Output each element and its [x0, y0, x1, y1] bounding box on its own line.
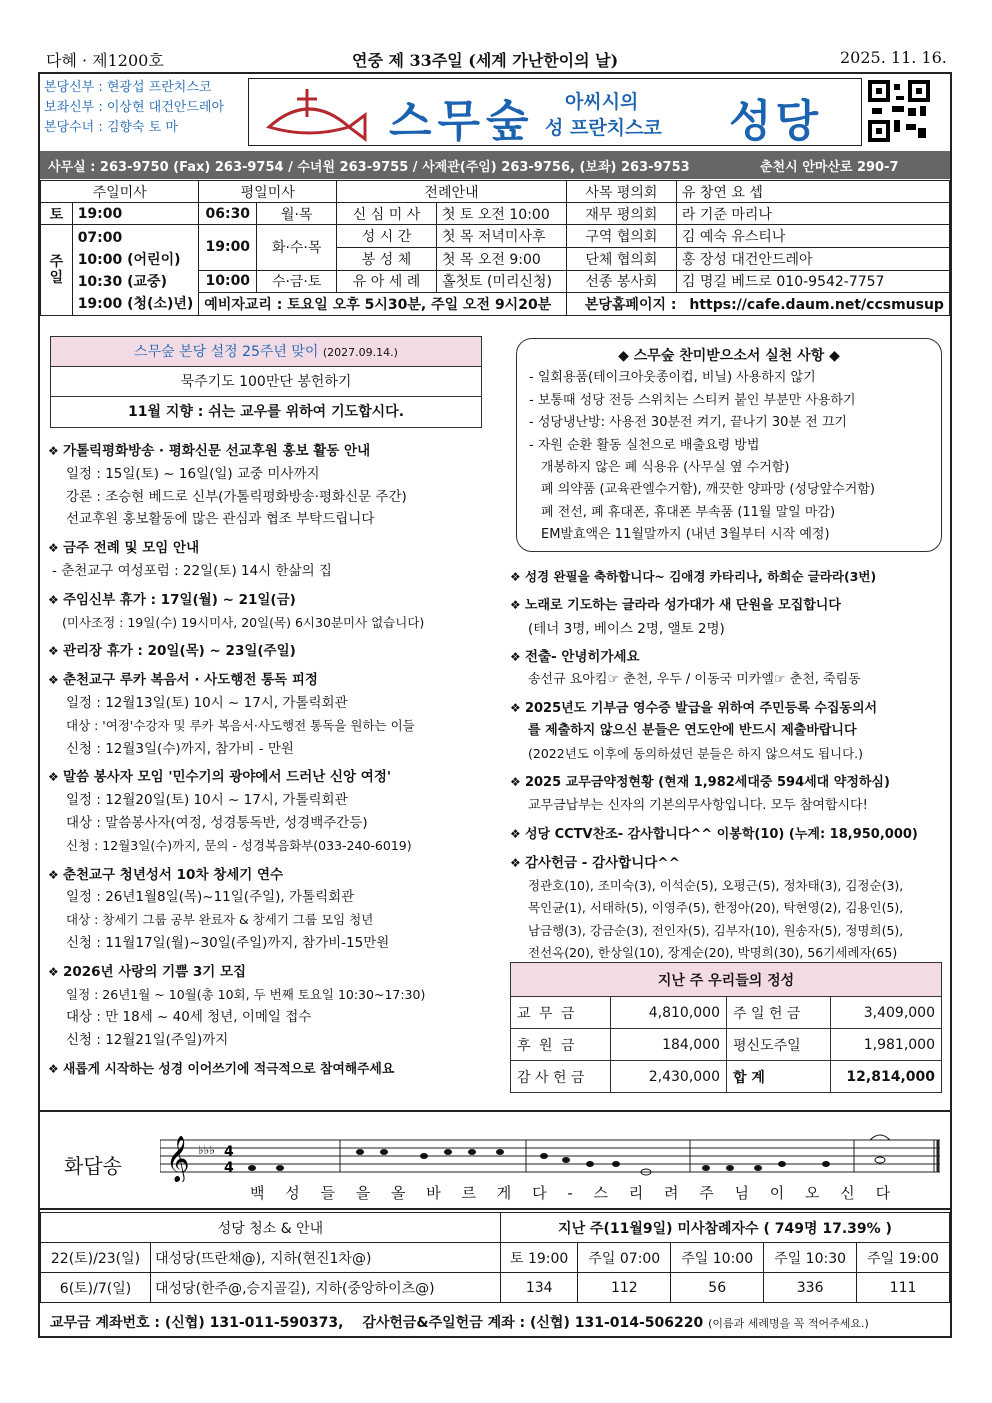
sunday-times: [72, 225, 199, 316]
liturgy-name: 성 시 간: [337, 225, 437, 248]
notice-detail: 일정 : 15일(토) ~ 16일(일) 교중 미사까지: [66, 465, 320, 482]
svg-text:♭♭♭: ♭♭♭: [198, 1143, 215, 1157]
notice-heading: ❖ 춘천교구 청년성서 10차 창세기 연수: [48, 864, 488, 887]
notice-heading: ❖ 2025 교무금약정현황 (현재 1,982세대중 594세대 약정하심): [510, 771, 946, 794]
notice-heading: ❖ 금주 전례 및 모임 안내: [48, 537, 488, 560]
november-intention: 11월 지향 : 쉬는 교우를 위하여 기도합시다.: [127, 404, 405, 420]
notice-detail: 신청 : 12월3일(수)까지, 문의 - 성경복음화부(033-240-6019): [66, 837, 412, 853]
offering-label: 감 사 헌 금: [511, 1061, 611, 1093]
clergy-assistant: 보좌신부 : 이상현 대건안드레아: [44, 100, 225, 115]
notice-detail: 선교후원 홍보활동에 많은 관심과 협조 부탁드립니다: [66, 511, 375, 528]
council-value: 유 창연 요 셉: [676, 181, 949, 203]
weekday-time: 10:00: [199, 270, 257, 293]
notice-heading: ❖ 2025년도 기부금 영수증 발급을 위하여 주민등록 수집동의서: [510, 697, 946, 720]
logo-sub2: 성 프란치스코: [545, 117, 662, 139]
liturgy-name: 봉 성 체: [337, 247, 437, 270]
notice-heading: ❖ 감사헌금 - 감사합니다^^: [510, 852, 946, 874]
sunday-label: 주일: [41, 225, 73, 316]
account-note: (이름과 세례명을 꼭 적어주세요.): [708, 1317, 869, 1330]
weekday-days: 수·금·토: [257, 270, 337, 293]
top-bar: [40, 42, 950, 72]
anniversary-box: [50, 336, 482, 428]
notice-detail: 대상 : '여정'수강자 및 루카 복음서·사도행전 통독을 원하는 이들: [66, 717, 415, 733]
notice-detail: - 춘천교구 여성포럼 : 22일(토) 14시 한삶의 집: [52, 562, 332, 579]
notice-heading: ❖ 성당 CCTV찬조- 감사합니다^^ 이봉학(10) (누계: 18,950,000): [510, 823, 946, 846]
sunday-time: 07:00: [77, 230, 123, 246]
laudato-si-line: EM발효액은 11월말까지 (내년 3월부터 시작 예정): [541, 527, 830, 543]
notice-detail: 대상 : 만 18세 ~ 40세 청년, 이메일 접수: [66, 1009, 312, 1026]
notice-detail: (미사조정 : 19일(수) 19시미사, 20일(목) 6시30분미사 없습니다): [62, 614, 425, 630]
liturgy-name: 신 심 미 사: [337, 203, 437, 225]
offering-total: 12,814,000: [831, 1061, 942, 1093]
notice-detail: 강론 : 조승현 베드로 신부(가톨릭평화방송·평화신문 주간): [66, 488, 407, 505]
responsorial-psalm: [40, 1110, 950, 1210]
saturday-time: 19:00: [72, 203, 199, 225]
weekday-time: 19:00: [199, 225, 257, 271]
homepage-info: [566, 293, 949, 316]
notice-detail: 를 제출하지 않으신 분들은 연도안에 반드시 제출바랍니다: [528, 723, 857, 739]
church-logo-banner: [248, 78, 862, 146]
attendance-count: 134: [501, 1273, 578, 1303]
notice-detail: 신청 : 12월21일(주일)까지: [66, 1032, 229, 1049]
clergy-pastor: 본당신부 : 현광섭 프란치스코: [44, 80, 212, 95]
page-title: 연중 제 33주일 (세계 가난한이의 날): [352, 51, 619, 70]
liturgy-time: 첫 목 오전 9:00: [436, 247, 566, 270]
notice-heading: ❖ 춘천교구 루카 복음서 · 사도행전 통독 피정: [48, 669, 488, 692]
notice-heading: ❖ 노래로 기도하는 글라라 성가대가 새 단원을 모집합니다: [510, 594, 946, 617]
svg-text:4: 4: [224, 1160, 234, 1176]
offering-label: 주 일 헌 금: [727, 997, 831, 1029]
notice-heading: ❖ 2026년 사랑의 기쁨 3기 모집: [48, 961, 488, 984]
offering-amount: 2,430,000: [611, 1061, 727, 1093]
notice-heading: ❖ 주임신부 휴가 : 17일(월) ~ 21일(금): [48, 589, 488, 612]
weekday-mass-header: 평일미사: [199, 181, 337, 203]
rosary-goal: 묵주기도 100만단 봉헌하기: [51, 367, 481, 397]
offering-total-label: 합 계: [727, 1061, 831, 1093]
clergy-list: [44, 78, 244, 138]
contact-bar: [40, 151, 950, 179]
psalm-label: 화답송: [64, 1154, 122, 1178]
notice-detail: 일정 : 12월20일(토) 10시 ~ 17시, 가톨릭회관: [66, 792, 348, 809]
notice-heading: ❖ 전출- 안녕히가세요: [510, 646, 946, 668]
notice-heading: ❖ 성경 완필을 축하합니다~ 김애경 카타리나, 하희순 글라라(3번): [510, 566, 946, 588]
laudato-si-line: - 성당냉난방: 사용전 30분전 켜기, 끝나기 30분 전 끄기: [529, 415, 847, 431]
council-value: 홍 장성 대건안드레아: [676, 247, 949, 270]
notice-detail: 신청 : 11월17일(월)~30일(주일)까지, 참가비-15만원: [66, 934, 390, 951]
notice-detail: 남금행(3), 강금순(3), 전인자(5), 김부자(10), 원송자(5), 정명희(5),: [528, 922, 904, 938]
laudato-si-line: - 일회용품(테이크아웃종이컵, 비닐) 사용하지 않기: [529, 370, 816, 386]
laudato-si-line: 개봉하지 않은 폐 식용유 (사무실 옆 수거함): [541, 460, 790, 476]
sunday-mass-header: 주일미사: [41, 181, 199, 203]
homepage-link[interactable]: https://cafe.daum.net/ccsmusup: [689, 297, 944, 314]
notice-detail: 전선옥(20), 한상일(10), 장계순(20), 박명희(30), 56기세례자(65): [528, 945, 898, 961]
laudato-si-line: 폐 전선, 폐 휴대폰, 휴대폰 부속품 (11월 말일 마감): [541, 504, 836, 520]
offering-label: 평신도주일: [727, 1029, 831, 1061]
notice-detail: (테너 3명, 베이스 2명, 앨토 2명): [528, 620, 725, 637]
attendance-mass: 주일 19:00: [857, 1243, 950, 1273]
sunday-time: 19:00 (청(소)년): [77, 296, 194, 312]
contact-phones: 사무실 : 263-9750 (Fax) 263-9754 / 수녀원 263-9755 / 사제관(주임) 263-9756, (보좌) 263-9753: [48, 160, 690, 175]
council-value: 김 명길 베드로 010-9542-7757: [676, 270, 949, 293]
attendance-mass: 주일 07:00: [578, 1243, 671, 1273]
cleaning-assignment: 대성당(뜨란채@), 지하(현진1차@): [151, 1243, 501, 1273]
notice-detail: 교무금납부는 신자의 기본의무사항입니다. 모두 참여합시다!: [528, 797, 868, 813]
council-label: 선종 봉사회: [566, 270, 676, 293]
offering-table: [510, 962, 942, 1093]
svg-text:4: 4: [224, 1144, 234, 1160]
attendance-mass: 토 19:00: [501, 1243, 578, 1273]
attendance-count: 336: [764, 1273, 857, 1303]
attendance-mass: 주일 10:30: [764, 1243, 857, 1273]
right-notices: [510, 566, 946, 965]
notice-detail: 목인균(1), 서태하(5), 이영주(5), 한정아(20), 탁현영(2), 김용인(5),: [528, 900, 904, 916]
council-label: 재무 평의회: [566, 203, 676, 225]
cleaning-header: 성당 청소 & 안내: [41, 1213, 501, 1243]
schedule-table: [40, 180, 950, 316]
council-value: 김 예숙 유스티나: [676, 225, 949, 248]
offering-account: 감사헌금&주일헌금 계좌 : (신협) 131-014-506220: [362, 1315, 704, 1331]
offering-label: 후 원 금: [511, 1029, 611, 1061]
laudato-si-line: - 보통때 성당 전등 스위치는 스티커 붙인 부분만 사용하기: [529, 392, 856, 408]
notice-detail: 일정 : 12월13일(토) 10시 ~ 17시, 가톨릭회관: [66, 694, 348, 711]
church-address: 춘천시 안마산로 290-7: [760, 160, 899, 175]
attendance-mass: 주일 10:00: [671, 1243, 764, 1273]
notice-heading: ❖ 가톨릭평화방송 · 평화신문 선교후원 홍보 활동 안내: [48, 440, 488, 463]
logo-sub1: 아씨시의: [565, 91, 639, 113]
notice-detail: 신청 : 12월3일(수)까지, 참가비 - 만원: [66, 740, 294, 757]
laudato-si-line: - 자원 순환 활동 실천으로 배출요령 방법: [529, 437, 760, 453]
left-notices: [48, 440, 488, 1082]
saturday-label: 토: [41, 203, 73, 225]
council-value: 라 기준 마리나: [676, 203, 949, 225]
offering-amount: 4,810,000: [611, 997, 727, 1029]
notice-detail: 일정 : 26년1월 ~ 10월(총 10회, 두 번째 토요일 10:30~17:30): [66, 986, 426, 1002]
offering-amount: 3,409,000: [831, 997, 942, 1029]
offering-amount: 184,000: [611, 1029, 727, 1061]
clergy-sister: 본당수녀 : 김향숙 토 마: [44, 120, 178, 135]
cleaning-date: 6(토)/7(일): [41, 1273, 151, 1303]
svg-text:𝄞: 𝄞: [166, 1136, 190, 1182]
account-footer: [40, 1306, 950, 1336]
attendance-count: 111: [857, 1273, 950, 1303]
attendance-count: 56: [671, 1273, 764, 1303]
homepage-label: 본당홈페이지 :: [584, 297, 677, 314]
qr-code-icon[interactable]: [868, 80, 930, 142]
offering-label: 교 무 금: [511, 997, 611, 1029]
tithe-account: 교무금 계좌번호 : (신협) 131-011-590373,: [50, 1315, 344, 1331]
liturgy-header: 전례안내: [337, 181, 567, 203]
offering-title: 지난 주 우리들의 정성: [511, 963, 942, 997]
notice-heading: ❖ 관리장 휴가 : 20일(목) ~ 23일(주일): [48, 640, 488, 663]
liturgy-time: 첫 토 오전 10:00: [436, 203, 566, 225]
cleaning-date: 22(토)/23(일): [41, 1243, 151, 1273]
anniversary-title: 스무숲 본당 설정 25주년 맞이 (2027.09.14.): [51, 337, 481, 367]
catechism-info: 예비자교리 : 토요일 오후 5시30분, 주일 오전 9시20분: [199, 293, 567, 316]
attendance-count: 112: [578, 1273, 671, 1303]
weekday-time: 06:30: [199, 203, 257, 225]
attendance-header: 지난 주(11월9일) 미사참례자수 ( 749명 17.39% ): [501, 1213, 950, 1243]
laudato-si-box: [516, 338, 942, 552]
issue-date: 2025. 11. 16.: [840, 48, 947, 67]
sunday-time: 10:30 (교중): [77, 274, 167, 290]
notice-detail: 정관호(10), 조미숙(3), 이석순(5), 오평근(5), 정차태(3), 김정순(3),: [528, 877, 904, 893]
logo-end: 성당: [729, 96, 823, 147]
liturgy-time: 홀첫토 (미리신청): [436, 270, 566, 293]
liturgy-time: 첫 목 저녁미사후: [436, 225, 566, 248]
council-label: 구역 협의회: [566, 225, 676, 248]
notice-detail: 대상 : 창세기 그룹 공부 완료자 & 창세기 그룹 모임 청년: [66, 912, 374, 928]
notice-detail: (2022년도 이후에 동의하셨던 분들은 하지 않으셔도 됩니다.): [528, 745, 864, 761]
laudato-si-title: ◆ 스무숲 찬미받으소서 실천 사항 ◆: [618, 348, 840, 364]
liturgy-name: 유 아 세 례: [337, 270, 437, 293]
weekday-days: 화·수·목: [257, 225, 337, 271]
council-label: 사목 평의회: [566, 181, 676, 203]
cleaning-attendance-table: [40, 1212, 950, 1303]
notice-detail: 대상 : 말씀봉사자(여정, 성경통독반, 성경백주간등): [66, 814, 368, 831]
laudato-si-line: 폐 의약품 (교육관엘수거함), 깨끗한 양파망 (성당앞수거함): [541, 482, 875, 498]
sunday-time: 10:00 (어린이): [77, 252, 181, 268]
psalm-lyrics: 백 성 들 을 올 바 르 게 다 - 스 리 려 주 님 이 오 신 다: [250, 1184, 894, 1202]
issue-number: 다혜 · 제1200호: [46, 51, 164, 70]
music-staff: [160, 1132, 940, 1182]
notice-heading: ❖ 말씀 봉사자 모임 '민수기의 광야에서 드러난 신앙 여정': [48, 766, 488, 789]
notice-detail: 일정 : 26년1월8일(목)~11일(주일), 가톨릭회관: [66, 889, 355, 906]
offering-amount: 1,981,000: [831, 1029, 942, 1061]
weekday-days: 월·목: [257, 203, 337, 225]
council-label: 단체 협의회: [566, 247, 676, 270]
notice-heading: ❖ 새롭게 시작하는 성경 이어쓰기에 적극적으로 참여해주세요: [48, 1058, 488, 1082]
logo-main: 스무숲: [389, 96, 535, 147]
cleaning-assignment: 대성당(한주@,승지골길), 지하(중앙하이츠@): [151, 1273, 501, 1303]
notice-detail: 송선규 요아킴☞ 춘천, 우두 / 이동국 미카엘☞ 춘천, 죽림동: [528, 671, 861, 687]
